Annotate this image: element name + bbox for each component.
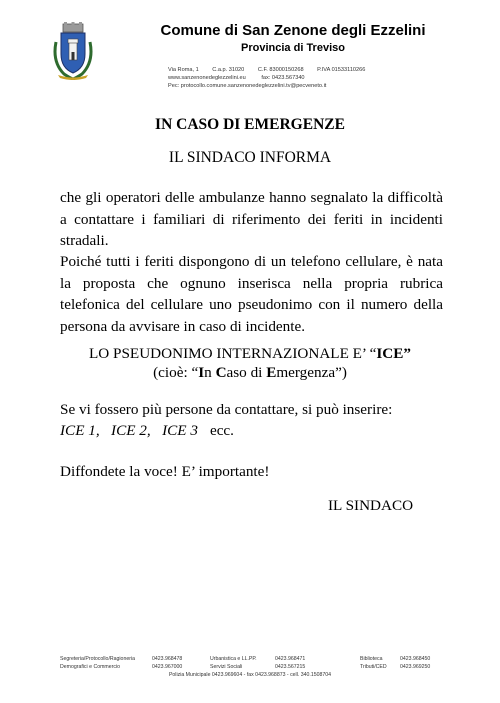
municipal-crest-icon <box>50 22 96 80</box>
footer-phone: 0423.968471 <box>275 656 306 662</box>
paragraph-multiple-contacts: Se vi fossero più persone da contattare, si può inserire: <box>60 401 393 418</box>
sub-heading: IL SINDACO INFORMA <box>168 149 332 166</box>
ice-examples <box>60 422 234 440</box>
ice-meaning-text: aso di <box>226 364 267 381</box>
footer-office: Urbanistica e LL.PP. <box>210 656 257 662</box>
footer-row <box>60 664 460 671</box>
ice-meaning-close: mergenza”) <box>276 364 347 381</box>
footer-office: Servizi Sociali <box>210 664 243 670</box>
ice-meaning-text: n <box>204 364 216 381</box>
province-name: Provincia di Treviso <box>241 42 345 54</box>
ice-line-suffix: ” <box>403 345 411 362</box>
footer-row <box>60 656 460 663</box>
ice-letter-c: C <box>215 364 227 381</box>
ice-meaning-line <box>0 364 500 382</box>
contact-line-address <box>168 67 365 73</box>
contact-vat: P.IVA 01533110266 <box>317 67 366 73</box>
footer-police-contact: Polizia Municipale 0423.969604 - fax 0423.968873 - cell. 340.1508704 <box>168 672 332 678</box>
ice-letter-e: E <box>266 364 277 381</box>
contact-pec[interactable]: Pec: protocollo.comune.sanzenonedeglezzelini.tv@pecveneto.it <box>168 83 327 89</box>
closing-line: Diffondete la voce! E’ importante! <box>60 463 270 480</box>
footer-phone: 0423.969250 <box>400 664 431 670</box>
ice-examples-list: ICE 1, ICE 2, ICE 3 <box>60 422 198 439</box>
municipality-name: Comune di San Zenone degli Ezzelini <box>160 22 426 39</box>
footer-phone: 0423.567215 <box>275 664 306 670</box>
footer-contacts <box>0 656 500 686</box>
ice-meaning-open: (cioè: “ <box>153 364 199 381</box>
footer-office: Tributi/CED <box>360 664 387 670</box>
ice-pseudonym-line <box>0 345 500 363</box>
footer-phone: 0423.967000 <box>152 664 183 670</box>
paragraph-proposal: Poiché tutti i feriti dispongono di un telefono cellulare, è nata la proposta che ognuno inserisca nella propria rubrica telefonica del cellulare uno pseudonimo con il numero della persona da avvisare in caso di incidente. <box>60 253 443 335</box>
page-heading: IN CASO DI EMERGENZE <box>155 116 345 133</box>
contact-website[interactable]: www.sanzenonedeglezzelini.eu <box>168 75 246 81</box>
footer-phone: 0423.968450 <box>400 656 431 662</box>
contact-line-web <box>168 75 305 81</box>
signature: IL SINDACO <box>328 497 414 514</box>
ice-acronym: ICE <box>376 345 404 362</box>
contact-cap: C.a.p. 31020 <box>212 67 245 73</box>
ice-examples-etc: ecc. <box>209 422 234 439</box>
paragraph-ambulance-report: che gli operatori delle ambulanze hanno segnalato la difficoltà a contattare i familiari di riferimento dei feriti in incidenti stradali. <box>60 189 443 249</box>
footer-office: Segreteria/Protocollo/Ragioneria <box>60 656 135 662</box>
footer-phone: 0423.968478 <box>152 656 183 662</box>
ice-line-prefix: LO PSEUDONIMO INTERNAZIONALE E’ “ <box>89 345 377 362</box>
contact-fax: fax: 0423.567340 <box>261 75 305 81</box>
contact-address: Via Roma, 1 <box>168 67 199 73</box>
contact-fiscal-code: C.F. 83000150268 <box>257 67 304 73</box>
letterhead <box>0 0 500 100</box>
ice-letter-i: I <box>198 364 205 381</box>
footer-office: Biblioteca <box>360 656 383 662</box>
footer-office: Demografici e Commercio <box>60 664 120 670</box>
